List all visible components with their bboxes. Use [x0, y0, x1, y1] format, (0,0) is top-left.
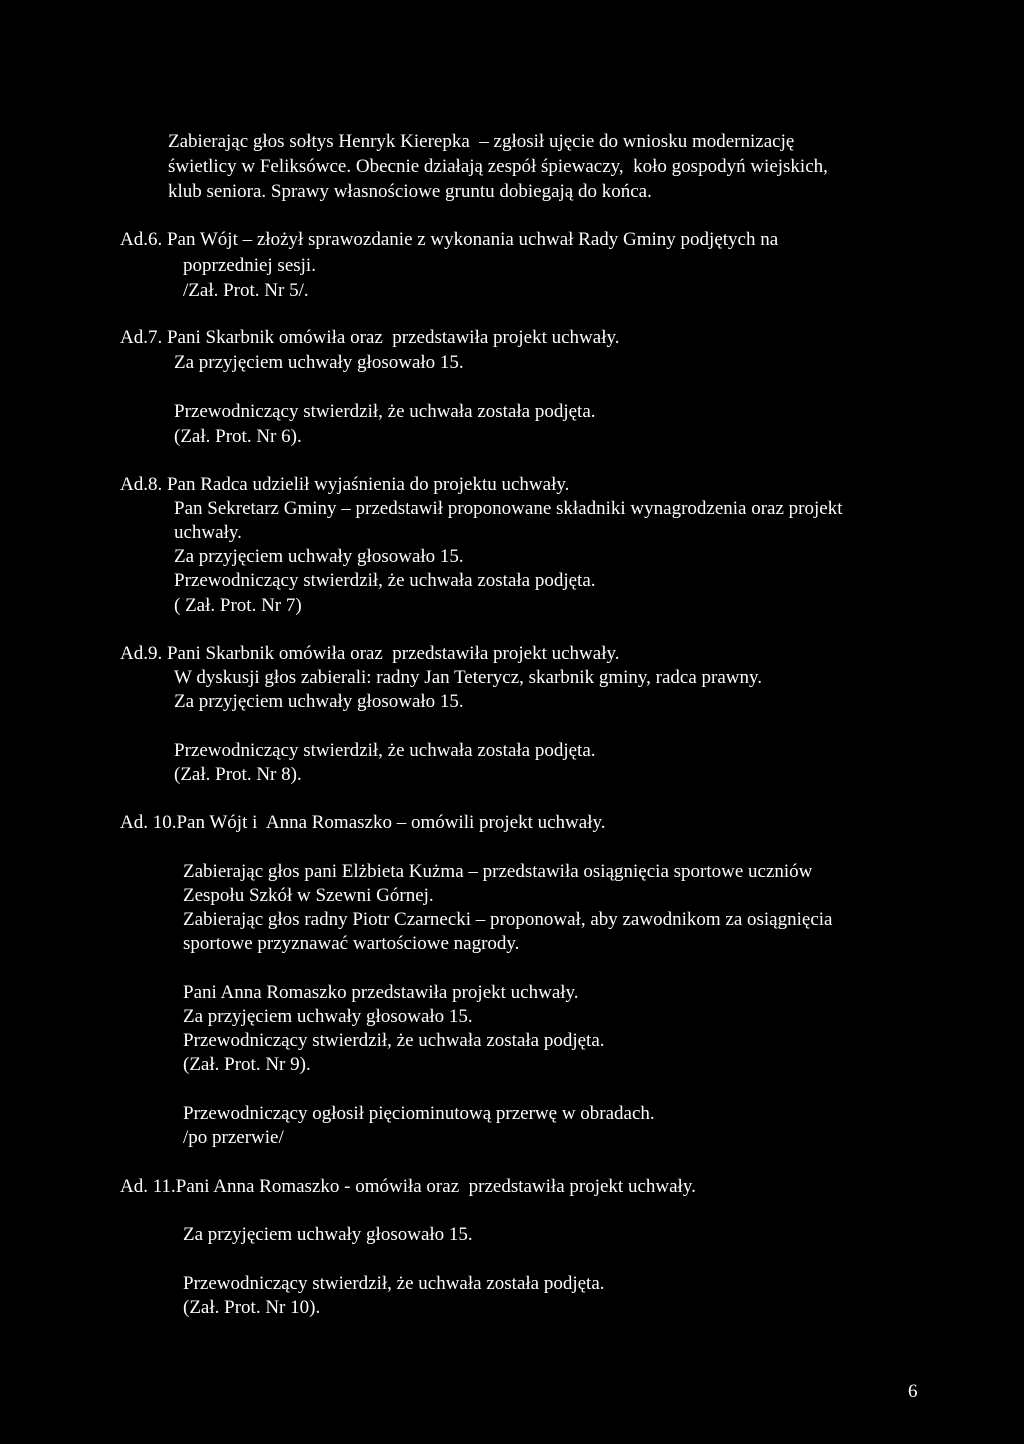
text-line: klub seniora. Sprawy własnościowe gruntu dobiegają do końca. — [168, 181, 652, 202]
agenda-item-9: Ad.9. Pani Skarbnik omówiła oraz przedstawiła projekt uchwały. — [120, 643, 620, 664]
text-line: Zabierając głos sołtys Henryk Kierepka – zgłosił ujęcie do wniosku modernizację — [168, 131, 795, 152]
agenda-item-7: Ad.7. Pani Skarbnik omówiła oraz przedstawiła projekt uchwały. — [120, 327, 620, 348]
text-line: Zespołu Szkół w Szewni Górnej. — [183, 885, 434, 906]
resolution-statement: Przewodniczący stwierdził, że uchwała została podjęta. — [174, 401, 596, 422]
attachment-reference: (Zał. Prot. Nr 9). — [183, 1054, 311, 1075]
text-line: Pani Anna Romaszko przedstawiła projekt uchwały. — [183, 982, 579, 1003]
resolution-statement: Przewodniczący stwierdził, że uchwała została podjęta. — [183, 1273, 605, 1294]
agenda-item-6: Ad.6. Pan Wójt – złożył sprawozdanie z wykonania uchwał Rady Gminy podjętych na — [120, 229, 779, 250]
text-line: Zabierając głos pani Elżbieta Kużma – przedstawiła osiągnięcia sportowe uczniów — [183, 861, 813, 882]
resolution-statement: Przewodniczący stwierdził, że uchwała została podjęta. — [174, 740, 596, 761]
vote-result: Za przyjęciem uchwały głosowało 15. — [183, 1006, 473, 1027]
text-line: poprzedniej sesji. — [183, 255, 316, 276]
resolution-statement: Przewodniczący stwierdził, że uchwała została podjęta. — [174, 570, 596, 591]
text-line: Przewodniczący ogłosił pięciominutową przerwę w obradach. — [183, 1103, 655, 1124]
text-line: Pan Sekretarz Gminy – przedstawił proponowane składniki wynagrodzenia oraz projekt — [174, 498, 843, 519]
text-line: /po przerwie/ — [183, 1127, 284, 1148]
attachment-reference: /Zał. Prot. Nr 5/. — [183, 280, 309, 301]
vote-result: Za przyjęciem uchwały głosowało 15. — [174, 352, 464, 373]
text-line: uchwały. — [174, 522, 242, 543]
agenda-item-10: Ad. 10.Pan Wójt i Anna Romaszko – omówili projekt uchwały. — [120, 812, 606, 833]
attachment-reference: (Zał. Prot. Nr 6). — [174, 426, 302, 447]
vote-result: Za przyjęciem uchwały głosowało 15. — [174, 546, 464, 567]
agenda-item-8: Ad.8. Pan Radca udzielił wyjaśnienia do projektu uchwały. — [120, 474, 570, 495]
agenda-item-11: Ad. 11.Pani Anna Romaszko - omówiła oraz przedstawiła projekt uchwały. — [120, 1176, 696, 1197]
attachment-reference: (Zał. Prot. Nr 10). — [183, 1297, 321, 1318]
text-line: Zabierając głos radny Piotr Czarnecki – proponował, aby zawodnikom za osiągnięcia — [183, 909, 833, 930]
text-line: sportowe przyznawać wartościowe nagrody. — [183, 933, 520, 954]
page-number: 6 — [908, 1381, 918, 1402]
attachment-reference: ( Zał. Prot. Nr 7) — [174, 595, 302, 616]
text-line: W dyskusji głos zabierali: radny Jan Teterycz, skarbnik gminy, radca prawny. — [174, 667, 763, 688]
vote-result: Za przyjęciem uchwały głosowało 15. — [174, 691, 464, 712]
resolution-statement: Przewodniczący stwierdził, że uchwała została podjęta. — [183, 1030, 605, 1051]
attachment-reference: (Zał. Prot. Nr 8). — [174, 764, 302, 785]
text-line: świetlicy w Feliksówce. Obecnie działają zespół śpiewaczy, koło gospodyń wiejskich, — [168, 156, 828, 177]
vote-result: Za przyjęciem uchwały głosowało 15. — [183, 1224, 473, 1245]
